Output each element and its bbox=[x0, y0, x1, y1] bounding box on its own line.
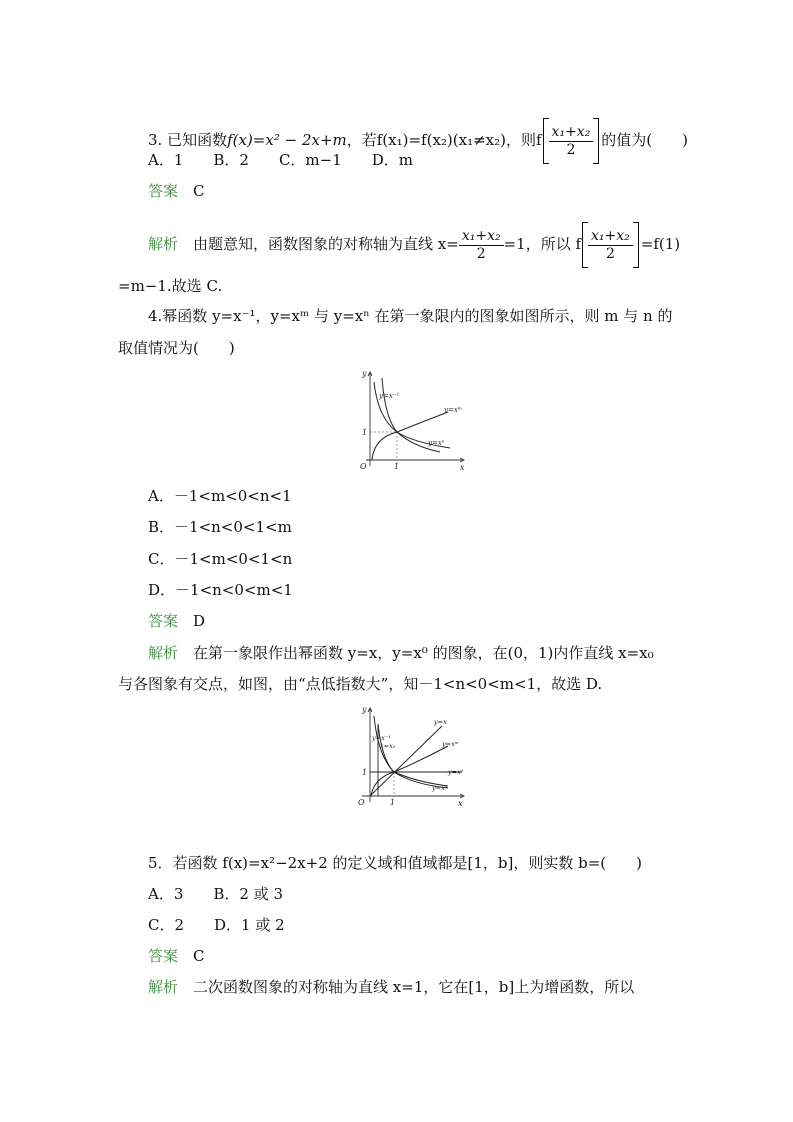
q4-option-a: A．－1<m<0<n<1 bbox=[148, 487, 292, 505]
f1-tick-y: 1 bbox=[362, 428, 368, 437]
q4-option-d: D．－1<n<0<m<1 bbox=[148, 581, 293, 599]
q3-analysis-frac2: $\frac{\text{x₁+x₂}}{2}$ bbox=[588, 228, 633, 263]
q4-option-c: C．－1<m<0<1<n bbox=[148, 550, 293, 568]
q5-analysis-text: 二次函数图象的对称轴为直线 x=1，它在[1，b]上为增函数，所以 bbox=[193, 978, 635, 996]
q5-analysis-label: 解析 bbox=[148, 978, 179, 996]
f1-label-n: y=xⁿ bbox=[428, 439, 445, 447]
f1-y-label: y bbox=[362, 369, 367, 378]
q3-analysis bbox=[148, 222, 680, 268]
f2-label-n: y=xⁿ bbox=[432, 784, 448, 792]
q3-stem-intro: 3. 已知函数 bbox=[148, 131, 228, 149]
q5-answer-value: C bbox=[193, 947, 205, 965]
q5-analysis bbox=[148, 977, 634, 997]
q3-analysis-frac1: $\frac{\text{x₁+x₂}}{2}$ bbox=[459, 228, 504, 263]
q4-figure-1 bbox=[352, 368, 472, 472]
f1-x-label: x bbox=[460, 463, 465, 472]
f2-label-zero: y=x⁰ bbox=[448, 768, 464, 776]
q3-options: A．1 B．2 C．m−1 D．m bbox=[148, 151, 414, 169]
q5-options-line1: A．3 B．2 或 3 bbox=[148, 885, 284, 903]
q3-analysis-c: =f(1) bbox=[640, 235, 681, 253]
f2-y-label: y bbox=[362, 705, 367, 714]
q4-analysis-line2: 与各图象有交点，如图，由“点低指数大”，知－1<n<0<m<1，故选 D. bbox=[118, 675, 603, 693]
f2-label-inv: y=x⁻¹ bbox=[372, 734, 391, 742]
q3-analysis-a: 由题意知，函数图象的对称轴为直线 x= bbox=[193, 235, 459, 253]
q4-stem-line2: 取值情况为( ) bbox=[118, 339, 235, 357]
q3-analysis-line2: =m−1.故选 C. bbox=[118, 277, 223, 295]
f2-label-m: y=xᵐ bbox=[442, 740, 459, 748]
f2-label-yx: y=x bbox=[434, 718, 447, 726]
q3-condition: ，若f(x₁)=f(x₂)(x₁≠x₂)，则f bbox=[346, 131, 542, 149]
f1-tick-x: 1 bbox=[394, 462, 400, 471]
q4-figure-2 bbox=[352, 704, 472, 808]
q3-analysis-label: 解析 bbox=[148, 235, 179, 253]
q4-option-b: B．－1<n<0<1<m bbox=[148, 518, 292, 536]
q4-analysis-label: 解析 bbox=[148, 644, 179, 662]
q3-analysis-b: =1，所以 f bbox=[503, 235, 582, 253]
q4-stem-line1: 4.幂函数 y=x⁻¹，y=xᵐ 与 y=xⁿ 在第一象限内的图象如图所示，则 m 与 n 的 bbox=[148, 307, 673, 325]
q4-answer-label: 答案 bbox=[148, 612, 179, 630]
q5-stem: 5．若函数 f(x)=x²−2x+2 的定义域和值域都是[1，b]，则实数 b=( ) bbox=[148, 854, 643, 872]
f2-label-x0: x=x₀ bbox=[380, 742, 396, 750]
f1-origin: O bbox=[360, 462, 367, 471]
q4-answer-value: D bbox=[193, 612, 206, 630]
f2-x-label: x bbox=[458, 799, 463, 808]
f2-tick-y: 1 bbox=[362, 768, 368, 777]
q5-answer-label: 答案 bbox=[148, 947, 179, 965]
q4-answer bbox=[148, 611, 205, 631]
f2-tick-x: 1 bbox=[390, 798, 396, 807]
q4-analysis-line1 bbox=[148, 643, 654, 663]
f1-label-inv: y=x⁻¹ bbox=[379, 392, 400, 400]
q5-options-line2: C．2 D．1 或 2 bbox=[148, 916, 285, 934]
q3-tail: 的值为( ) bbox=[601, 131, 689, 149]
q3-analysis-bracket-right bbox=[633, 222, 639, 268]
q3-answer-label: 答案 bbox=[148, 182, 179, 200]
q4-analysis-text1: 在第一象限作出幂函数 y=x，y=x⁰ 的图象，在(0，1)内作直线 x=x₀ bbox=[193, 644, 654, 662]
f2-origin: O bbox=[358, 798, 365, 807]
q3-answer-value: C bbox=[193, 182, 205, 200]
q5-answer bbox=[148, 946, 205, 966]
q3-bracket-right bbox=[593, 118, 599, 164]
q3-fraction: $\frac{\text{x₁+x₂}}{2}$ bbox=[549, 124, 594, 159]
q3-function: f(x)=x² − 2x+m bbox=[227, 131, 347, 149]
f1-label-m: y=xᵐ bbox=[444, 406, 463, 414]
q3-answer bbox=[148, 181, 205, 201]
